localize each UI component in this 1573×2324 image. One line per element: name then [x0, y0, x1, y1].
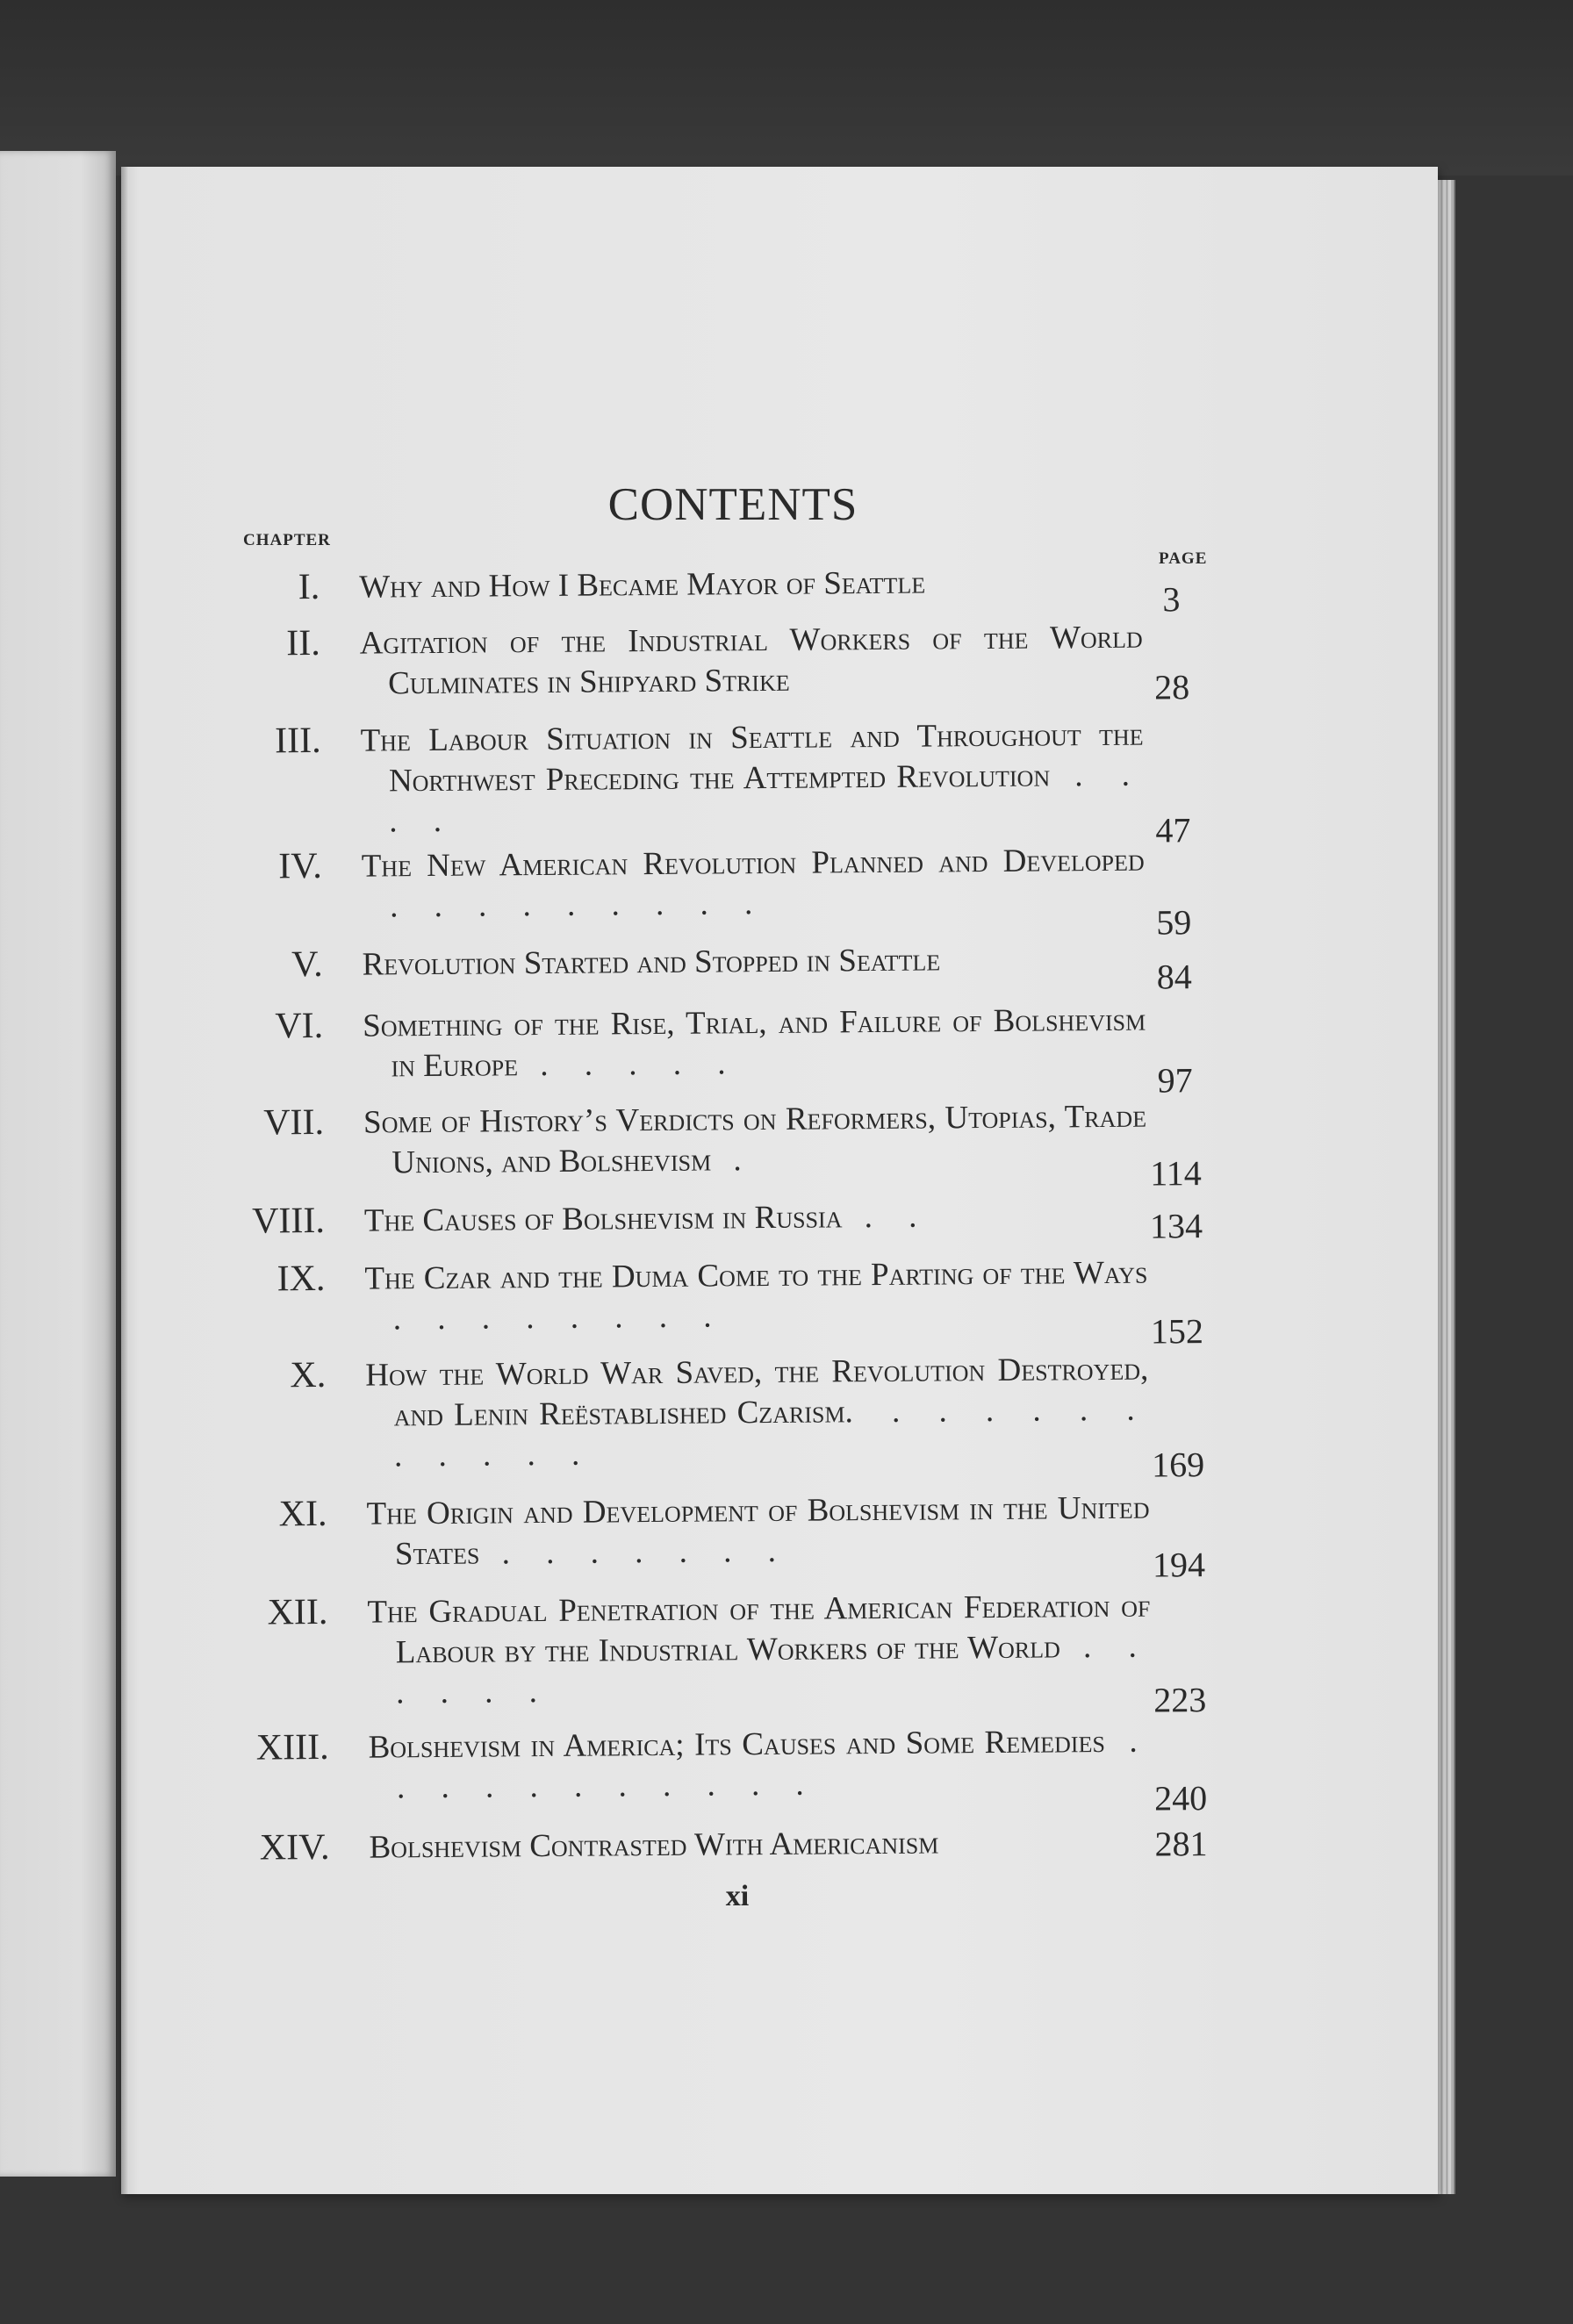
chapter-number: VI.: [275, 1005, 323, 1047]
page-number: 134: [1141, 1205, 1211, 1247]
chapter-number: IX.: [277, 1258, 325, 1300]
chapter-title: Revolution Started and Stopped in Seattle: [362, 939, 1145, 986]
dot-leader: . . . . .: [518, 1045, 740, 1083]
page-number: 47: [1138, 809, 1208, 851]
chapter-title: How the World War Saved, the Revolution Destroyed, and Lenin Reëstablished Czarism. . . . . . . . . . . .: [365, 1350, 1149, 1477]
page-number: 114: [1140, 1152, 1210, 1194]
chapter-number: I.: [298, 566, 320, 608]
page-folio: xi: [685, 1880, 790, 1913]
chapter-title: Why and How I Became Mayor of Seattle: [359, 562, 1142, 608]
chapter-number: XIV.: [260, 1826, 330, 1869]
chapter-number: V.: [291, 943, 323, 986]
chapter-title: The New American Revolution Planned and Developed . . . . . . . . .: [362, 841, 1146, 928]
chapter-number: III.: [275, 720, 321, 762]
chapter-title: Some of History’s Verdicts on Reformers, Utopias, Trade Unions, and Bolshevism .: [363, 1097, 1147, 1184]
chapter-title: The Labour Situation in Seattle and Throughout the Northwest Preceding the Attempted Revolution . . . .: [360, 715, 1144, 843]
page-number: 223: [1145, 1679, 1215, 1721]
page-number: 281: [1146, 1823, 1216, 1865]
chapter-number: II.: [286, 622, 320, 664]
dot-leader: . . . . . . . . .: [390, 886, 767, 924]
dot-leader: . . . . . . . .: [393, 1298, 726, 1337]
chapter-title: Something of the Rise, Trial, and Failure of Bolshevism in Europe . . . . .: [363, 1001, 1146, 1087]
dot-leader: . .: [842, 1199, 930, 1236]
chapter-title: Agitation of the Industrial Workers of the World Culminates in Shipyard Strike: [360, 618, 1144, 705]
chapter-number: X.: [290, 1354, 326, 1396]
dot-leader: . . . . . . . . . . .: [397, 1724, 1152, 1806]
toc-entry: [3, 1582, 1573, 1717]
dot-leader: . . . . . .: [396, 1629, 1151, 1711]
chapter-title: The Gradual Penetration of the American Federation of Labour by the Industrial Workers of the World . . . . . .: [367, 1587, 1151, 1714]
chapter-title: The Origin and Development of Bolshevism in the United States . . . . . . .: [366, 1488, 1150, 1575]
chapter-column-label: CHAPTER: [243, 531, 331, 550]
page-number: 3: [1136, 578, 1206, 620]
chapter-number: XIII.: [256, 1726, 329, 1769]
chapter-title: Bolshevism in America; Its Causes and Some Remedies . . . . . . . . . . .: [368, 1722, 1152, 1809]
page-number: 97: [1139, 1059, 1210, 1101]
toc-entry: [1, 1345, 1573, 1480]
page-column-label: PAGE: [1159, 549, 1207, 569]
page-number: 240: [1146, 1777, 1216, 1819]
chapter-title: The Czar and the Duma Come to the Parting of the Ways . . . . . . . .: [364, 1253, 1148, 1340]
chapter-number: XI.: [279, 1493, 327, 1535]
page-number: 194: [1144, 1544, 1214, 1586]
chapter-number: XII.: [267, 1591, 327, 1634]
toc-entry: [0, 710, 1569, 845]
dot-leader: . . . . . . . . . . . .: [394, 1392, 1149, 1474]
chapter-number: VIII.: [252, 1200, 325, 1243]
dot-leader: . . . . . . .: [479, 1533, 790, 1572]
page-number: 28: [1137, 666, 1207, 708]
contents-heading: CONTENTS: [527, 478, 939, 531]
dot-leader: .: [711, 1142, 756, 1178]
page-number: 169: [1143, 1444, 1213, 1486]
chapter-number: VII.: [263, 1101, 324, 1144]
page-number: 84: [1139, 956, 1210, 998]
chapter-number: IV.: [278, 845, 322, 887]
chapter-title: The Causes of Bolshevism in Russia . .: [364, 1195, 1147, 1242]
page-number: 59: [1138, 901, 1209, 943]
chapter-title: Bolshevism Contrasted With Americanism: [369, 1822, 1152, 1869]
page-number: 152: [1142, 1310, 1212, 1352]
dot-leader: . . . .: [389, 757, 1144, 840]
